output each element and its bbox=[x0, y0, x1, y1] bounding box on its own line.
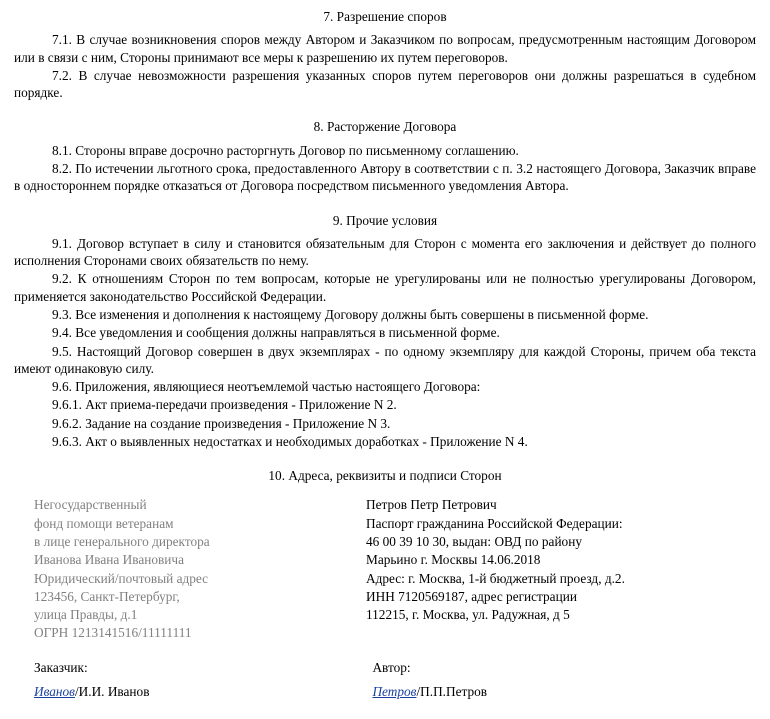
author-requisite-line: ИНН 7120569187, адрес регистрации bbox=[366, 588, 577, 604]
author-role-label: Автор: bbox=[372, 659, 411, 675]
customer-requisite-line: Негосударственный bbox=[34, 497, 147, 513]
author-requisite-line: Петров Петр Петрович bbox=[366, 497, 497, 513]
customer-requisite-line: ОГРН 1213141516/11111111 bbox=[34, 625, 192, 641]
author-requisite-line: Адрес: г. Москва, 1-й бюджетный проезд, д.2. bbox=[366, 570, 625, 586]
customer-requisite-line: в лице генерального директора bbox=[34, 534, 210, 550]
author-requisite-line: 112215, г. Москва, ул. Радужная, д 5 bbox=[366, 607, 570, 623]
customer-role-label: Заказчик: bbox=[34, 659, 88, 675]
paragraph-9-2: 9.2. К отношениям Сторон по тем вопросам, которые не урегулированы или не полностью урегулированы Договором, применяется законодательство Российской Федерации. bbox=[14, 271, 756, 304]
customer-printed-name: /И.И. Иванов bbox=[74, 684, 150, 699]
paragraph-8-2: 8.2. По истечении льготного срока, предоставленного Автору в соответствии с п. 3.2 настоящего Договора, Заказчик вправе в одностороннем порядке отказаться от Договора посредством письменного уведомления Автора. bbox=[14, 160, 756, 194]
customer-requisites-column bbox=[14, 496, 344, 642]
paragraph-9-4: 9.4. Все уведомления и сообщения должны направляться в письменной форме. bbox=[52, 325, 500, 341]
author-requisites-column bbox=[344, 496, 744, 642]
author-signature-mark: Петров bbox=[372, 684, 417, 699]
section-spacer bbox=[14, 102, 756, 114]
paragraph-9-6-3: 9.6.3. Акт о выявленных недостатках и необходимых доработках - Приложение N 4. bbox=[52, 433, 528, 449]
customer-requisite-line: улица Правды, д.1 bbox=[34, 607, 138, 623]
author-requisite-line: Марьино г. Москвы 14.06.2018 bbox=[366, 552, 541, 568]
customer-requisite-line: Иванова Ивана Ивановича bbox=[34, 552, 185, 568]
customer-signature-column bbox=[14, 659, 350, 701]
paragraph-9-1: 9.1. Договор вступает в силу и становится обязательным для Сторон с момента его заключения и действует до полного исполнения Сторонами своих обязательств по нему. bbox=[14, 235, 756, 269]
paragraph-8-1: 8.1. Стороны вправе досрочно расторгнуть Договор по письменному соглашению. bbox=[52, 142, 519, 158]
author-signature-column bbox=[350, 659, 756, 701]
section-heading-9: 9. Прочие условия bbox=[332, 212, 438, 228]
customer-signature-line bbox=[34, 683, 350, 700]
author-requisite-line: Паспорт гражданина Российской Федерации: bbox=[366, 515, 623, 531]
paragraph-9-3: 9.3. Все изменения и дополнения к настоящему Договору должны быть совершены в письменной форме. bbox=[52, 306, 649, 322]
section-heading-10: 10. Адреса, реквизиты и подписи Сторон bbox=[268, 468, 502, 484]
section-spacer bbox=[14, 196, 756, 208]
paragraph-7-1: 7.1. В случае возникновения споров между Автором и Заказчиком по вопросам, предусмотренным настоящим Договором или в связи с ним, Стороны принимают все меры к разрешению их путем переговоров. bbox=[14, 32, 756, 65]
customer-signature-mark: Иванов bbox=[34, 684, 75, 699]
paragraph-9-5: 9.5. Настоящий Договор совершен в двух экземплярах - по одному экземпляру для каждой Стороны, причем оба текста имеют одинаковую силу. bbox=[14, 343, 756, 376]
author-printed-name: /П.П.Петров bbox=[416, 684, 488, 699]
section-spacer bbox=[14, 451, 756, 463]
paragraph-9-6-1: 9.6.1. Акт приема-передачи произведения - Приложение N 2. bbox=[52, 397, 397, 413]
author-signature-line bbox=[372, 683, 756, 700]
paragraph-9-6: 9.6. Приложения, являющиеся неотъемлемой частью настоящего Договора: bbox=[52, 379, 481, 395]
customer-requisite-line: фонд помощи ветеранам bbox=[34, 515, 174, 531]
customer-requisite-line: 123456, Санкт-Петербург, bbox=[34, 588, 180, 604]
author-requisite-line: 46 00 39 10 30, выдан: ОВД по району bbox=[366, 534, 582, 550]
section-heading-8: 8. Расторжение Договора bbox=[313, 119, 457, 135]
paragraph-7-2: 7.2. В случае невозможности разрешения указанных споров путем переговоров они должны разрешаться в судебном порядке. bbox=[14, 67, 756, 101]
paragraph-9-6-2: 9.6.2. Задание на создание произведения - Приложение N 3. bbox=[52, 415, 391, 431]
requisites-block bbox=[14, 490, 756, 642]
signature-block bbox=[14, 643, 756, 701]
section-heading-7: 7. Разрешение споров bbox=[323, 9, 447, 24]
customer-requisite-line: Юридический/почтовый адрес bbox=[34, 570, 209, 586]
